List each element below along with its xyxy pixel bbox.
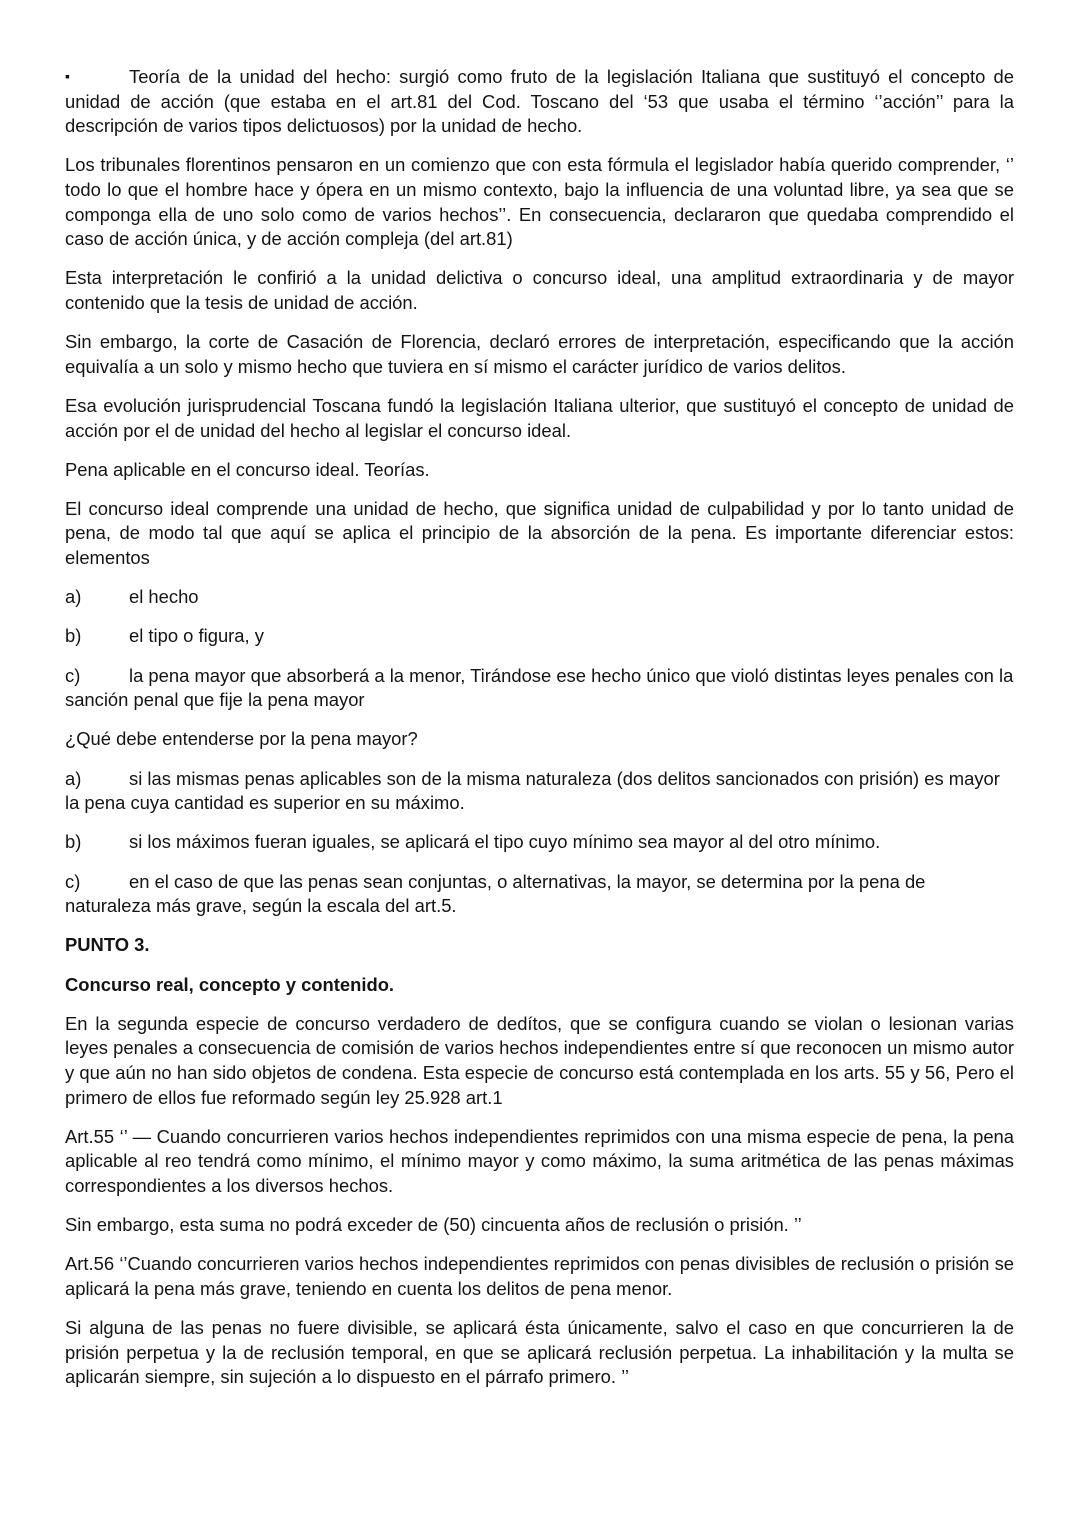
paragraph: Esa evolución jurisprudencial Toscana fundó la legislación Italiana ulterior, que sustituyó el concepto de unidad de acción por el de unidad del hecho al legislar el concurso ideal. [65, 394, 1014, 441]
paragraph: Sin embargo, la corte de Casación de Florencia, declaró errores de interpretación, especificando que la acción equivalía a un solo y mismo hecho que tuviera en sí mismo el carácter jurídico de varios delitos. [65, 331, 1014, 377]
paragraph: Art.56 ‘’Cuando concurrieren varios hechos independientes reprimidos con penas divisibles de reclusión o prisión se aplicará la pena más grave, teniendo en cuenta los delitos de pena menor. [65, 1253, 1014, 1299]
list-item [65, 830, 1014, 855]
bullet-paragraph [65, 64, 1014, 139]
list-item [65, 664, 1014, 713]
paragraph: Esta interpretación le confirió a la unidad delictiva o concurso ideal, una amplitud extraordinaria y de mayor contenido que la tesis de unidad de acción. [65, 267, 1014, 313]
paragraph: En la segunda especie de concurso verdadero de dedítos, que se configura cuando se violan o lesionan varias leyes penales a consecuencia de comisión de varios hechos independientes entre sí que reconocen un mismo autor y que aún no han sido objetos de condena. Esta especie de concurso está contemplada en los arts. 55 y 56, Pero el primero de ellos fue reformado según ley 25.928 art.1 [65, 1012, 1014, 1108]
list-item [65, 585, 1014, 610]
question-paragraph: ¿Qué debe entenderse por la pena mayor? [65, 728, 418, 750]
list-item-text: si los máximos fueran iguales, se aplicará el tipo cuyo mínimo sea mayor al del otro mínimo. [129, 831, 881, 853]
list-marker: a) [65, 767, 82, 789]
paragraph: El concurso ideal comprende una unidad de hecho, que significa unidad de culpabilidad y por lo tanto unidad de pena, de modo tal que aquí se aplica el principio de la absorción de la pena. Es importante diferenciar estos: elementos [65, 497, 1014, 569]
paragraph: Sin embargo, esta suma no podrá exceder de (50) cincuenta años de reclusión o prisión. ’’ [65, 1214, 802, 1236]
list-marker: c) [65, 870, 81, 892]
paragraph: Si alguna de las penas no fuere divisible, se aplicará ésta únicamente, salvo el caso en que concurrieren la de prisión perpetua y la de reclusión temporal, en que se aplicará reclusión perpetua. La inhabilitación y la multa se aplicarán siempre, sin sujeción a lo dispuesto en el párrafo primero. ’’ [65, 1317, 1014, 1388]
list-marker: b) [65, 831, 82, 853]
list-item-text: en el caso de que las penas sean conjuntas, o alternativas, la mayor, se determina por la pena de naturaleza más grave, según la escala del art.5. [65, 870, 926, 917]
paragraph: Los tribunales florentinos pensaron en un comienzo que con esta fórmula el legislador había querido comprender, ‘’ todo lo que el hombre hace y ópera en un mismo contexto, bajo la influencia de una voluntad libre, ya sea que se componga ella de uno solo como de varios hechos’’. En consecuencia, declararon que quedaba comprendido el caso de acción única, y de acción compleja (del art.81) [65, 154, 1014, 250]
list-item-text: la pena mayor que absorberá a la menor, Tirándose ese hecho único que violó distintas leyes penales con la sanción penal que fije la pena mayor [65, 664, 1014, 711]
list-item [65, 767, 1014, 816]
list-item-text: el hecho [129, 586, 199, 608]
bullet-marker: ▪ [65, 68, 70, 84]
list-item-text: si las mismas penas aplicables son de la misma naturaleza (dos delitos sancionados con prisión) es mayor la pena cuya cantidad es superior en su máximo. [65, 767, 1000, 814]
paragraph-text: Teoría de la unidad del hecho: surgió como fruto de la legislación Italiana que sustituyó el concepto de unidad de acción (que estaba en el art.81 del Cod. Toscano del ‘53 que usaba el término ‘’acción’’ para la descripción de varios tipos delictuosos) por la unidad de hecho. [65, 66, 1014, 137]
list-marker: b) [65, 625, 82, 647]
paragraph: Art.55 ‘’ — Cuando concurrieren varios hechos independientes reprimidos con una misma especie de pena, la pena aplicable al reo tendrá como mínimo, el mínimo mayor y como máximo, la suma aritmética de las penas máximas correspondientes a los diversos hechos. [65, 1125, 1014, 1196]
document-page [65, 64, 1014, 1404]
section-heading: PUNTO 3. [65, 934, 150, 956]
paragraph: Pena aplicable en el concurso ideal. Teorías. [65, 458, 430, 480]
section-subheading: Concurso real, concepto y contenido. [65, 973, 395, 995]
list-marker: a) [65, 586, 82, 608]
list-item-text: el tipo o figura, y [129, 625, 264, 647]
list-item [65, 870, 1014, 919]
list-item [65, 624, 1014, 649]
list-marker: c) [65, 664, 81, 686]
